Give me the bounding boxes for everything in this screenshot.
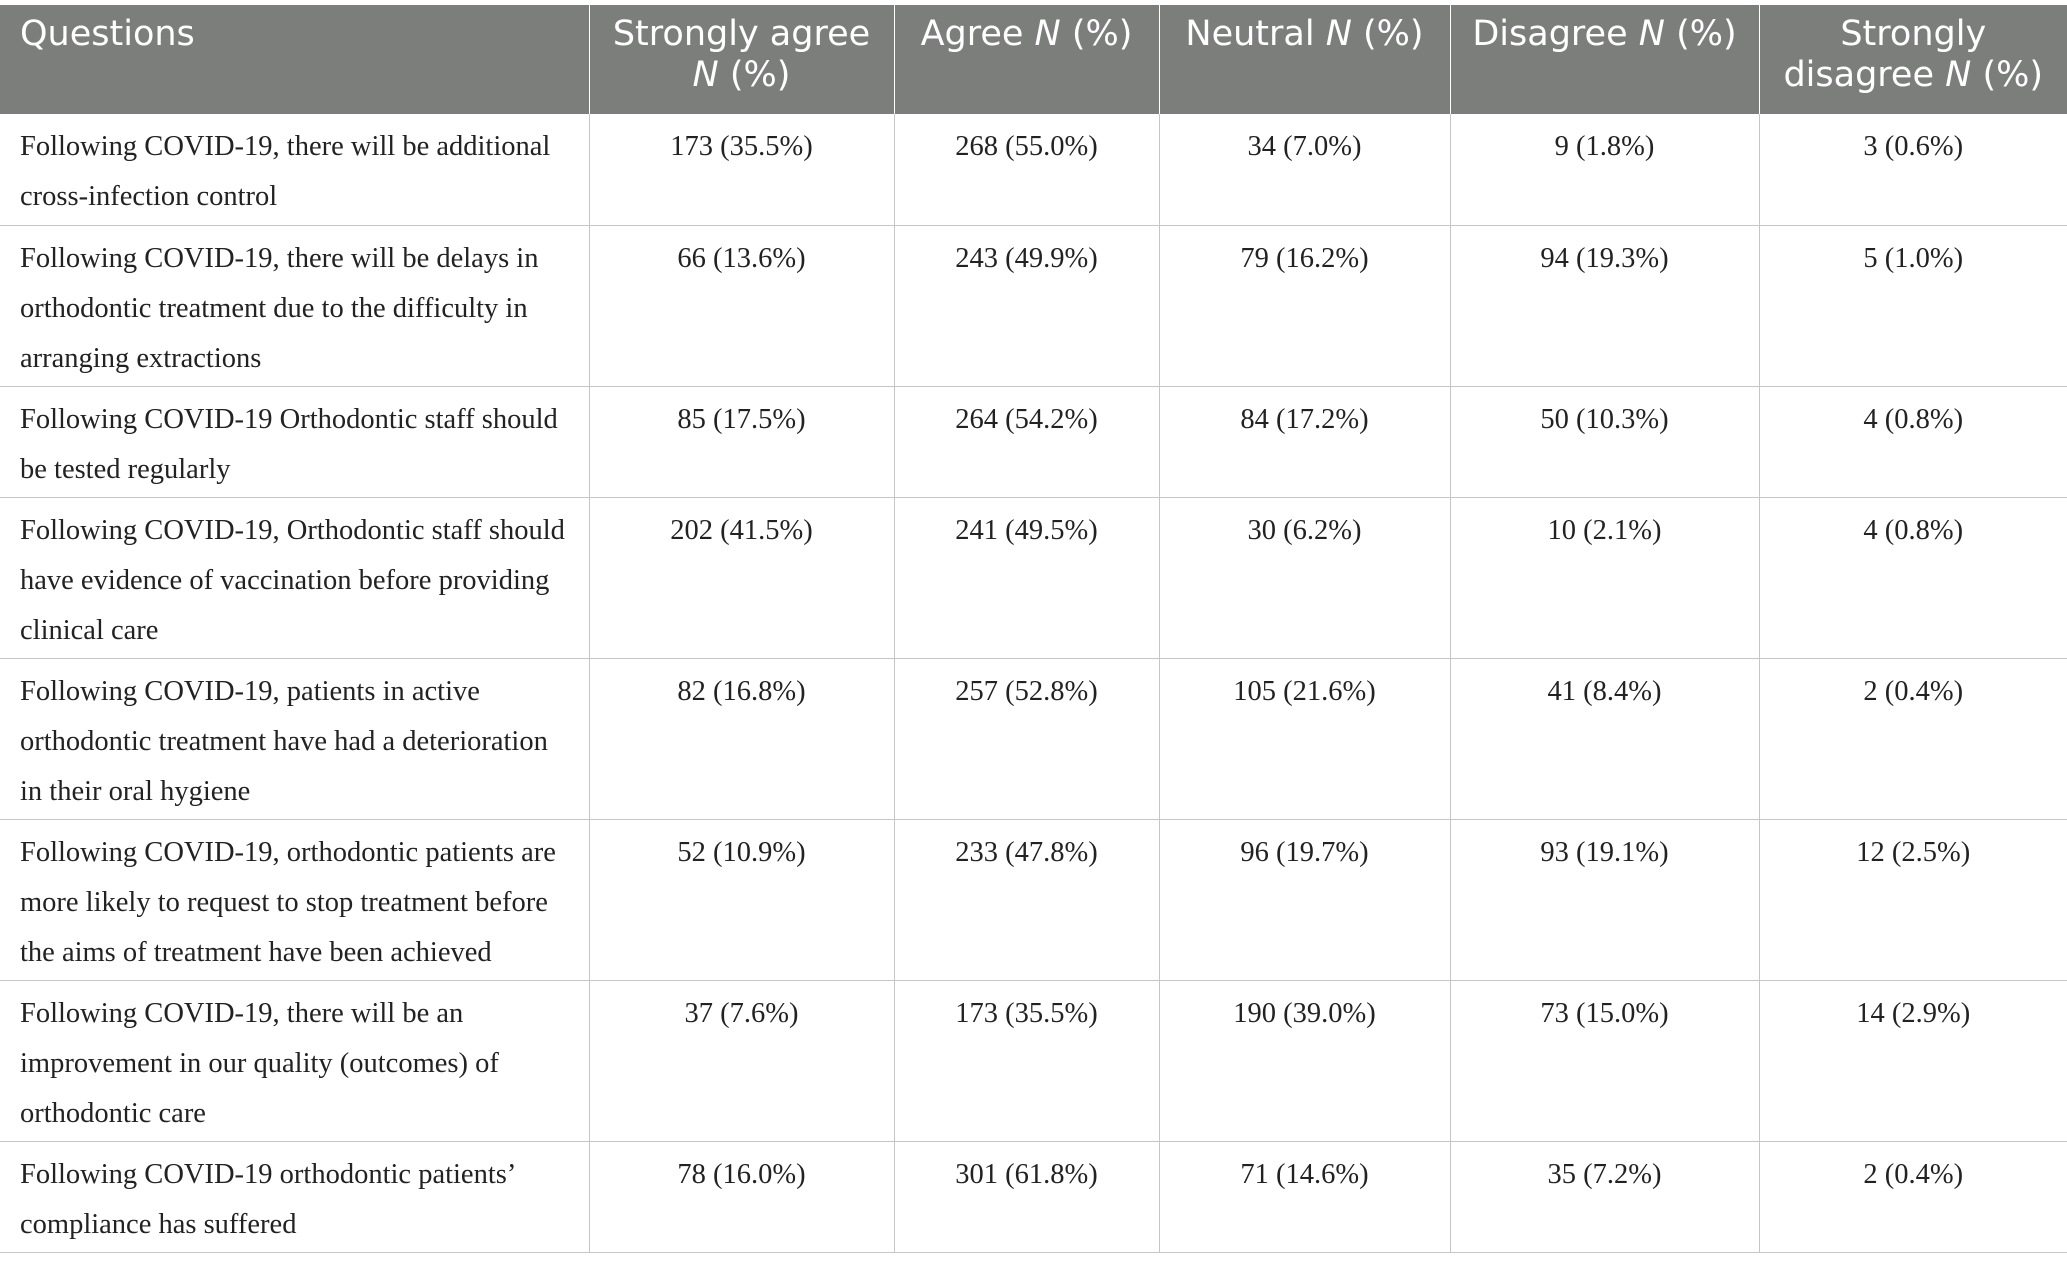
question-cell: Following COVID-19 Orthodontic staff should be tested regularly: [0, 386, 589, 497]
question-cell: Following COVID-19, patients in active orthodontic treatment have had a deterioration in their oral hygiene: [0, 658, 589, 819]
agree-cell: 257 (52.8%): [894, 658, 1159, 819]
strongly-agree-cell: 82 (16.8%): [589, 658, 894, 819]
neutral-cell: 105 (21.6%): [1159, 658, 1450, 819]
disagree-cell: 41 (8.4%): [1450, 658, 1759, 819]
header-agree: Agree N (%): [894, 5, 1159, 114]
header-strongly-agree: Strongly agree N (%): [589, 5, 894, 114]
agree-cell: 301 (61.8%): [894, 1141, 1159, 1252]
table-row: [0, 497, 2067, 658]
question-cell: Following COVID-19, there will be delays in orthodontic treatment due to the difficulty in arranging extractions: [0, 225, 589, 386]
question-cell: Following COVID-19, there will be additional cross-infection control: [0, 114, 589, 225]
table-row: [0, 819, 2067, 980]
agree-cell: 268 (55.0%): [894, 114, 1159, 225]
question-cell: Following COVID-19, there will be an improvement in our quality (outcomes) of orthodontic care: [0, 980, 589, 1141]
strongly-disagree-cell: 4 (0.8%): [1759, 497, 2067, 658]
header-strongly-disagree: Strongly disagree N (%): [1759, 5, 2067, 114]
disagree-cell: 50 (10.3%): [1450, 386, 1759, 497]
header-questions: Questions: [0, 5, 589, 114]
question-cell: Following COVID-19, Orthodontic staff should have evidence of vaccination before providing clinical care: [0, 497, 589, 658]
agree-cell: 233 (47.8%): [894, 819, 1159, 980]
strongly-disagree-cell: 14 (2.9%): [1759, 980, 2067, 1141]
agree-cell: 173 (35.5%): [894, 980, 1159, 1141]
question-cell: Following COVID-19, orthodontic patients are more likely to request to stop treatment before the aims of treatment have been achieved: [0, 819, 589, 980]
disagree-cell: 73 (15.0%): [1450, 980, 1759, 1141]
neutral-cell: 79 (16.2%): [1159, 225, 1450, 386]
strongly-disagree-cell: 2 (0.4%): [1759, 658, 2067, 819]
strongly-disagree-cell: 12 (2.5%): [1759, 819, 2067, 980]
strongly-agree-cell: 202 (41.5%): [589, 497, 894, 658]
table-row: [0, 658, 2067, 819]
strongly-agree-cell: 78 (16.0%): [589, 1141, 894, 1252]
neutral-cell: 34 (7.0%): [1159, 114, 1450, 225]
agree-cell: 264 (54.2%): [894, 386, 1159, 497]
question-cell: Following COVID-19 orthodontic patients’ compliance has suffered: [0, 1141, 589, 1252]
neutral-cell: 71 (14.6%): [1159, 1141, 1450, 1252]
agree-cell: 243 (49.9%): [894, 225, 1159, 386]
table-row: [0, 225, 2067, 386]
strongly-disagree-cell: 3 (0.6%): [1759, 114, 2067, 225]
agree-cell: 241 (49.5%): [894, 497, 1159, 658]
disagree-cell: 10 (2.1%): [1450, 497, 1759, 658]
neutral-cell: 190 (39.0%): [1159, 980, 1450, 1141]
table-row: [0, 1141, 2067, 1252]
strongly-agree-cell: 52 (10.9%): [589, 819, 894, 980]
disagree-cell: 9 (1.8%): [1450, 114, 1759, 225]
strongly-agree-cell: 37 (7.6%): [589, 980, 894, 1141]
header-disagree: Disagree N (%): [1450, 5, 1759, 114]
neutral-cell: 96 (19.7%): [1159, 819, 1450, 980]
header-neutral: Neutral N (%): [1159, 5, 1450, 114]
table-row: [0, 386, 2067, 497]
strongly-agree-cell: 173 (35.5%): [589, 114, 894, 225]
header-row: [0, 5, 2067, 114]
strongly-agree-cell: 66 (13.6%): [589, 225, 894, 386]
strongly-agree-cell: 85 (17.5%): [589, 386, 894, 497]
strongly-disagree-cell: 4 (0.8%): [1759, 386, 2067, 497]
table-row: [0, 114, 2067, 225]
disagree-cell: 35 (7.2%): [1450, 1141, 1759, 1252]
survey-results-table: [0, 5, 2067, 1253]
disagree-cell: 93 (19.1%): [1450, 819, 1759, 980]
disagree-cell: 94 (19.3%): [1450, 225, 1759, 386]
strongly-disagree-cell: 2 (0.4%): [1759, 1141, 2067, 1252]
neutral-cell: 30 (6.2%): [1159, 497, 1450, 658]
strongly-disagree-cell: 5 (1.0%): [1759, 225, 2067, 386]
neutral-cell: 84 (17.2%): [1159, 386, 1450, 497]
table-row: [0, 980, 2067, 1141]
